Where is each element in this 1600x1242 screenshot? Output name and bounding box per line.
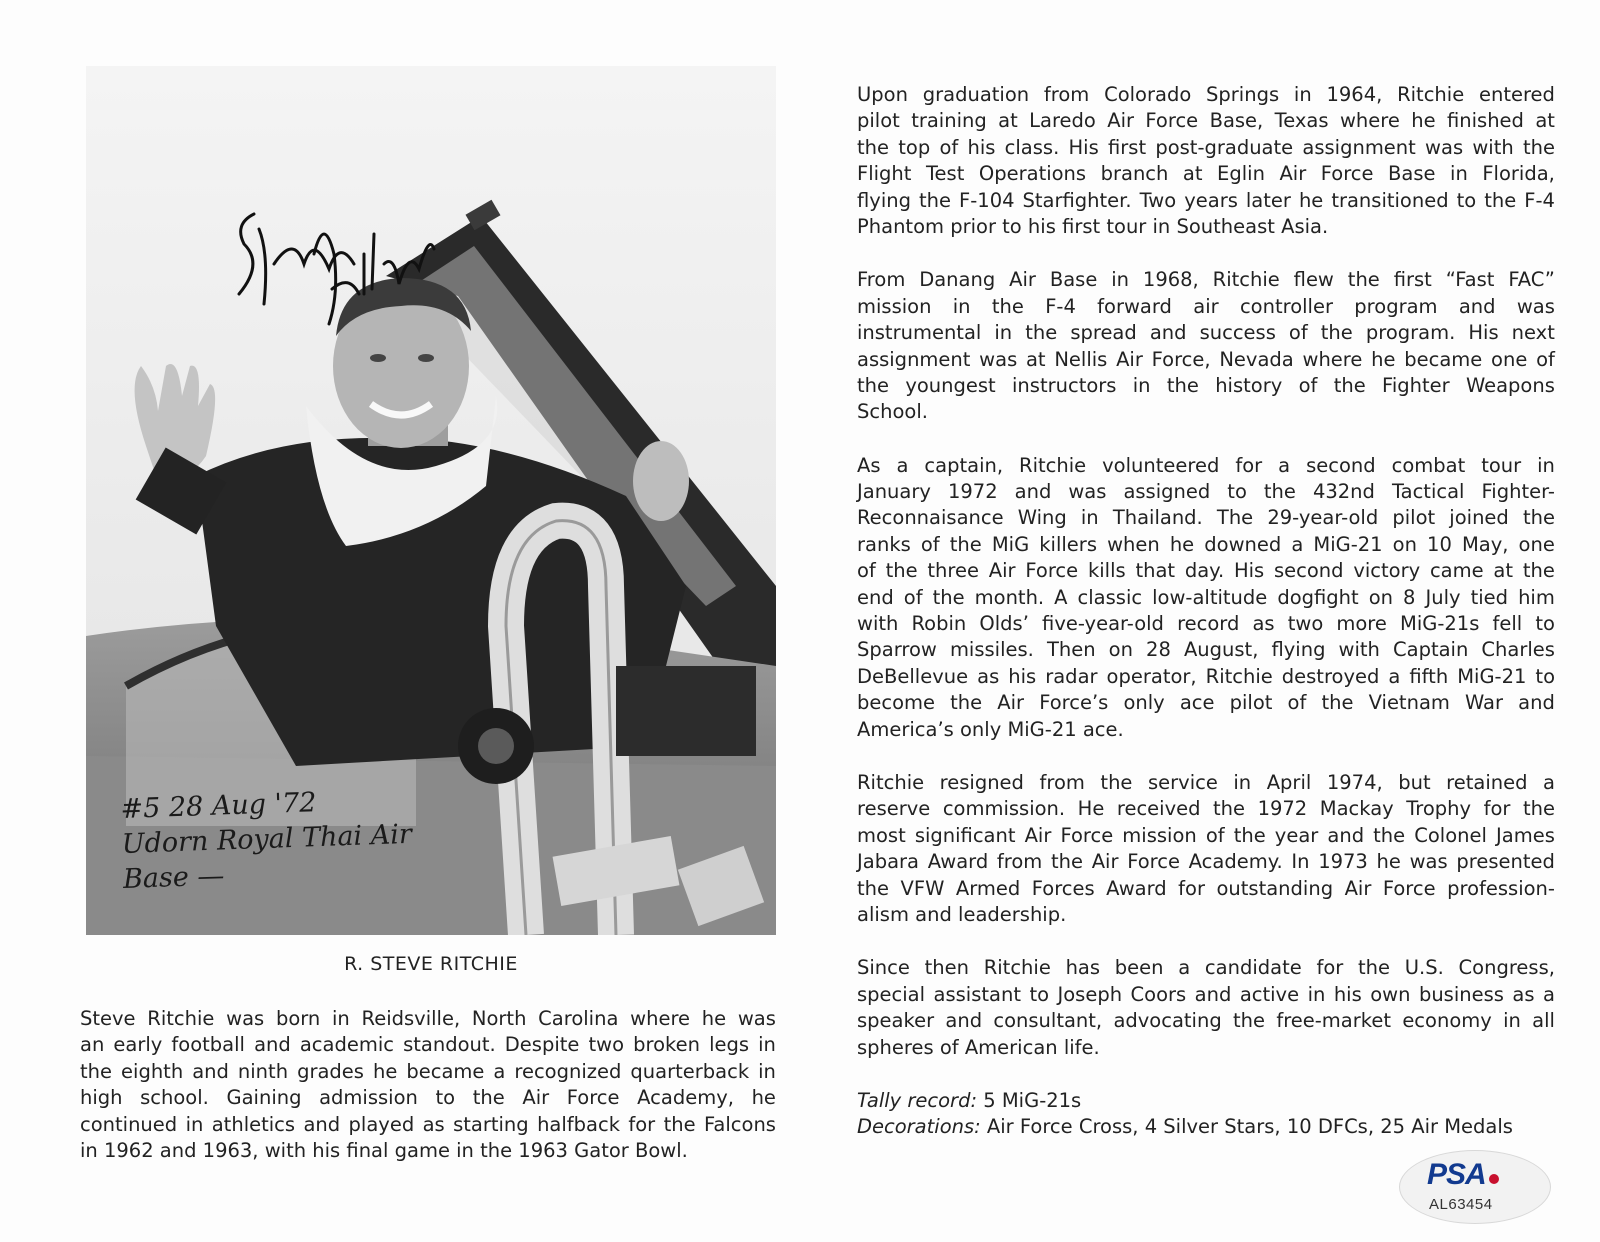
biography-paragraph [857,955,1555,1061]
inscription-line: Base — [122,860,225,895]
text-line: instrumental in the spread and success of the program. His next [857,321,1555,345]
text-line: end of the month. A classic low-altitude dogfight on 8 July tied him [857,585,1555,609]
text-line: January 1972 and was assigned to the 432nd Tactical Fighter- [857,480,1555,504]
text-line: Flight Test Operations branch at Eglin Air Force Base in Florida, [857,162,1555,186]
text-line: America’s only MiG-21 ace. [857,717,1124,741]
tally-value: 5 MiG-21s [983,1088,1082,1112]
text-line: As a captain, Ritchie volunteered for a second combat tour in [857,453,1555,477]
signature-graphic [224,194,444,334]
tally-record [857,1088,1555,1114]
text-line: Sparrow missiles. Then on 28 August, flying with Captain Charles [857,638,1555,662]
decorations-label: Decorations: [857,1115,981,1139]
text-line: in 1962 and 1963, with his final game in the 1963 Gator Bowl. [80,1138,688,1162]
text-line: alism and leadership. [857,902,1067,926]
inscription-line: Udorn Royal Thai Air [121,818,413,860]
text-line: assignment was at Nellis Air Force, Nevada where he became one of [857,347,1555,371]
text-line: From Danang Air Base in 1968, Ritchie flew the first “Fast FAC” [857,268,1555,292]
text-line: DeBellevue as his radar operator, Ritchie destroyed a fifth MiG-21 to [857,664,1555,688]
biography-paragraph [857,453,1555,743]
text-line: speaker and consultant, advocating the free-market economy in all [857,1009,1555,1033]
text-line: Steve Ritchie was born in Reidsville, North Carolina where he was [80,1007,776,1030]
biography-intro [80,1006,776,1164]
decorations-value: Air Force Cross, 4 Silver Stars, 10 DFCs, 25 Air Medals [986,1115,1513,1139]
psa-cert-number: AL63454 [1429,1196,1493,1213]
text-line: Phantom prior to his first tour in Southeast Asia. [857,214,1329,238]
biography-paragraph [857,770,1555,928]
text-line: Jabara Award from the Air Force Academy. In 1973 he was presented [857,850,1555,874]
text-line: an early football and academic standout. Despite two broken legs in [80,1033,776,1057]
text-line: Upon graduation from Colorado Springs in 1964, Ritchie entered [857,83,1555,106]
text-line: become the Air Force’s only ace pilot of the Vietnam War and [857,691,1555,715]
text-line: spheres of American life. [857,1035,1100,1059]
psa-logo: PSA [1427,1158,1499,1192]
text-line: special assistant to Joseph Coors and active in his own business as a [857,982,1555,1006]
text-line: flying the F-104 Starfighter. Two years later he transitioned to the F-4 [857,188,1555,212]
biography-paragraph [857,267,1555,425]
text-line: the VFW Armed Forces Award for outstanding Air Force profession- [857,876,1555,900]
tally-label: Tally record: [857,1088,978,1112]
decorations [857,1114,1555,1140]
text-line: pilot training at Laredo Air Force Base, Texas where he finished at [857,109,1555,133]
text-line: Reconnaisance Wing in Thailand. The 29-year-old pilot joined the [857,506,1555,530]
text-line: most significant Air Force mission of the year and the Colonel James [857,823,1555,847]
text-line: mission in the F-4 forward air controller program and was [857,294,1555,318]
psa-dot-icon [1489,1174,1499,1184]
handwritten-inscription [120,782,414,897]
text-line: of the three Air Force kills that day. His second victory came at the [857,559,1555,583]
text-line: ranks of the MiG killers when he downed a MiG-21 on 10 May, one [857,532,1555,556]
text-line: high school. Gaining admission to the Air Force Academy, he [80,1086,776,1110]
text-line: continued in athletics and played as starting halfback for the Falcons [80,1112,776,1136]
biography-column [857,82,1555,1141]
text-line: reserve commission. He received the 1972 Mackay Trophy for the [857,797,1555,821]
text-line: Ritchie resigned from the service in April 1974, but retained a [857,770,1555,794]
text-line: the eighth and ninth grades he became a recognized quarterback in [80,1059,776,1083]
text-line: School. [857,400,928,424]
photo-caption: R. STEVE RITCHIE [344,953,518,975]
text-line: with Robin Olds’ five-year-old record as two more MiG-21s fell to [857,612,1555,636]
biography-paragraph [857,82,1555,240]
inscription-line: #5 28 Aug '72 [120,787,317,825]
psa-authentication-sticker [1399,1150,1549,1222]
text-line: Since then Ritchie has been a candidate for the U.S. Congress, [857,956,1555,980]
text-line: the youngest instructors in the history of the Fighter Weapons [857,373,1555,397]
text-line: the top of his class. His first post-graduate assignment was with the [857,135,1555,159]
